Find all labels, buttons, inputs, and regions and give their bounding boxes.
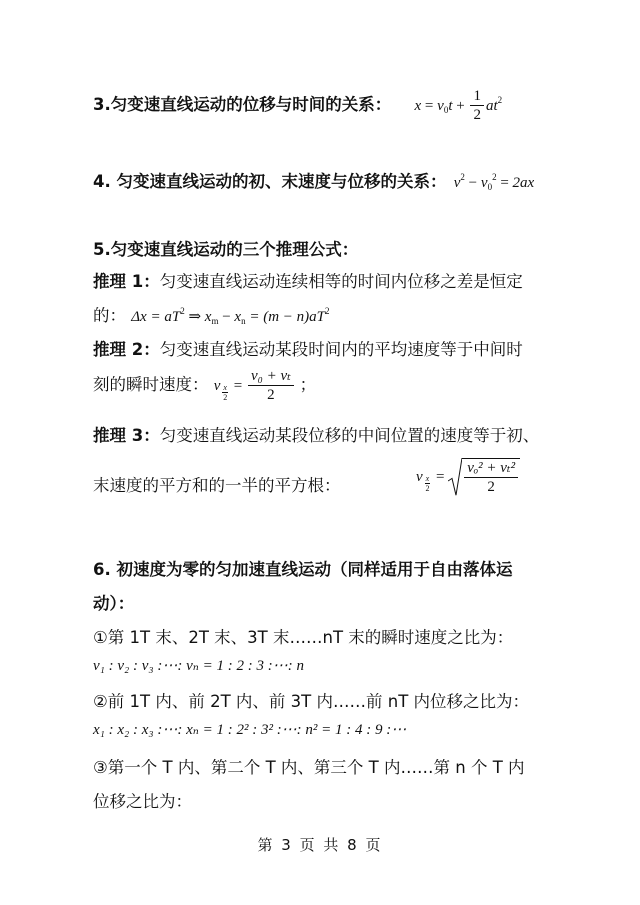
f5-2-v: v (213, 377, 221, 394)
f5-2-sub-den: 2 (223, 392, 228, 402)
f5-1-arrow: ⇒ (188, 309, 202, 325)
inference-1-text: 匀变速直线运动连续相等的时间内位移之差是恒定 (159, 272, 523, 291)
item-1-text: ①第 1T 末、2T 末、3T 末……nT 末的瞬时速度之比为： (93, 628, 514, 647)
f3-frac-num: 1 (470, 88, 484, 106)
f3-v: v (437, 97, 444, 114)
formula-inference-2 (213, 368, 300, 403)
f4-v: v (453, 175, 461, 191)
f3-at: at (485, 97, 498, 114)
f5-1-rhs-sq: 2 (325, 306, 330, 316)
inference-1-line (93, 268, 523, 292)
inference-1-line-2 (93, 302, 330, 326)
f3-frac-den: 2 (473, 107, 481, 123)
f4-rhs: 2ax (512, 175, 535, 191)
formula-velocity-displacement (453, 172, 535, 192)
f5-1-xm: x (204, 309, 212, 325)
f5-3-v: v (416, 468, 423, 485)
f3-fraction (470, 88, 484, 125)
inference-3-label: 推理 3： (93, 426, 160, 445)
f5-1-n: n (241, 316, 246, 326)
f3-t: t (448, 97, 453, 114)
f4-sq: 2 (460, 172, 465, 182)
f4-sq2: 2 (492, 172, 497, 182)
section-5-heading: 5.匀变速直线运动的三个推理公式： (93, 240, 359, 259)
f4-v0: v (480, 175, 488, 191)
f5-1-sq: 2 (180, 306, 185, 316)
inference-2-text: 匀变速直线运动某段时间内的平均速度等于中间时 (159, 340, 523, 359)
f5-1-xn: x (234, 309, 242, 325)
f5-2-sub-num: x (223, 382, 227, 392)
inference-3-text: 匀变速直线运动某段位移的中间位置的速度等于初、 (159, 426, 540, 445)
inference-3-text-2: 末速度的平方和的一半的平方根： (93, 476, 341, 495)
f5-3-sub (425, 474, 431, 493)
inference-2-line-2 (93, 368, 316, 405)
f5-3-sub-num: x (425, 473, 430, 483)
formula-inference-1 (131, 306, 330, 326)
f3-x: x (414, 97, 422, 114)
f5-2-sub (222, 383, 228, 402)
f3-v-sub: 0 (443, 104, 449, 115)
f5-1-rhs: = (m − n)aT (249, 309, 326, 325)
page-footer: 第 3 页 共 8 页 (257, 836, 383, 854)
f5-3-den: 2 (487, 479, 495, 495)
f4-v0-sub: 0 (487, 182, 493, 192)
section-4-heading: 4. 匀变速直线运动的初、末速度与位移的关系： (93, 172, 447, 191)
item-2-formula: x₁ : x₂ : x₃ :⋯: xₙ = 1 : 2² : 3² :⋯: n² = 1 : 4 : 9 :⋯ (93, 722, 407, 738)
radical-sign-icon (448, 458, 462, 497)
inference-3-line-2 (93, 472, 341, 496)
formula-inference-3 (416, 458, 520, 497)
section-3-heading: 3.匀变速直线运动的位移与时间的关系： (93, 94, 392, 114)
f4-minus: − (468, 175, 478, 191)
f5-2-den: 2 (267, 387, 275, 403)
inference-2-text-2: 刻的瞬时速度： (93, 374, 209, 394)
f5-3-eq: = (435, 468, 445, 485)
section-6-heading-2: 动）： (93, 594, 135, 613)
f5-3-fraction (464, 460, 518, 497)
f5-1-lhs: Δx = aT (131, 309, 181, 325)
inference-3-line (93, 422, 539, 446)
f5-2-eq: = (233, 377, 243, 394)
section-6-heading: 6. 初速度为零的匀加速直线运动（同样适用于自由落体运 (93, 560, 513, 579)
f5-1-minus: − (222, 309, 231, 325)
formula-displacement-time (414, 88, 503, 123)
section-3 (93, 88, 502, 125)
f4-eq: = (500, 175, 509, 191)
inference-2-label: 推理 2： (93, 340, 160, 359)
section-4 (93, 168, 534, 192)
item-1-formula: v₁ : v₂ : v₃ :⋯: vₙ = 1 : 2 : 3 :⋯: n (93, 658, 304, 674)
item-3-text-2: 位移之比为： (93, 792, 192, 811)
f3-plus: + (456, 97, 465, 114)
f3-sq: 2 (497, 94, 503, 105)
f5-2-fraction (248, 368, 294, 405)
f5-2-end: ； (299, 374, 317, 394)
f5-2-num: v₀ + vₜ (248, 368, 294, 386)
item-3-text: ③第一个 T 内、第二个 T 内、第三个 T 内……第 n 个 T 内 (93, 758, 525, 777)
inference-1-label: 推理 1： (93, 272, 160, 291)
f5-3-sub-den: 2 (425, 483, 430, 493)
f5-3-num: vₒ² + vₜ² (464, 460, 518, 478)
f5-1-m: m (211, 316, 219, 326)
item-2-text: ②前 1T 内、前 2T 内、前 3T 内……前 nT 内位移之比为： (93, 692, 530, 711)
f3-eq: = (424, 97, 434, 114)
inference-1-text-2: 的： (93, 306, 126, 325)
f5-3-sqrt (448, 458, 520, 497)
inference-2-line (93, 336, 523, 360)
